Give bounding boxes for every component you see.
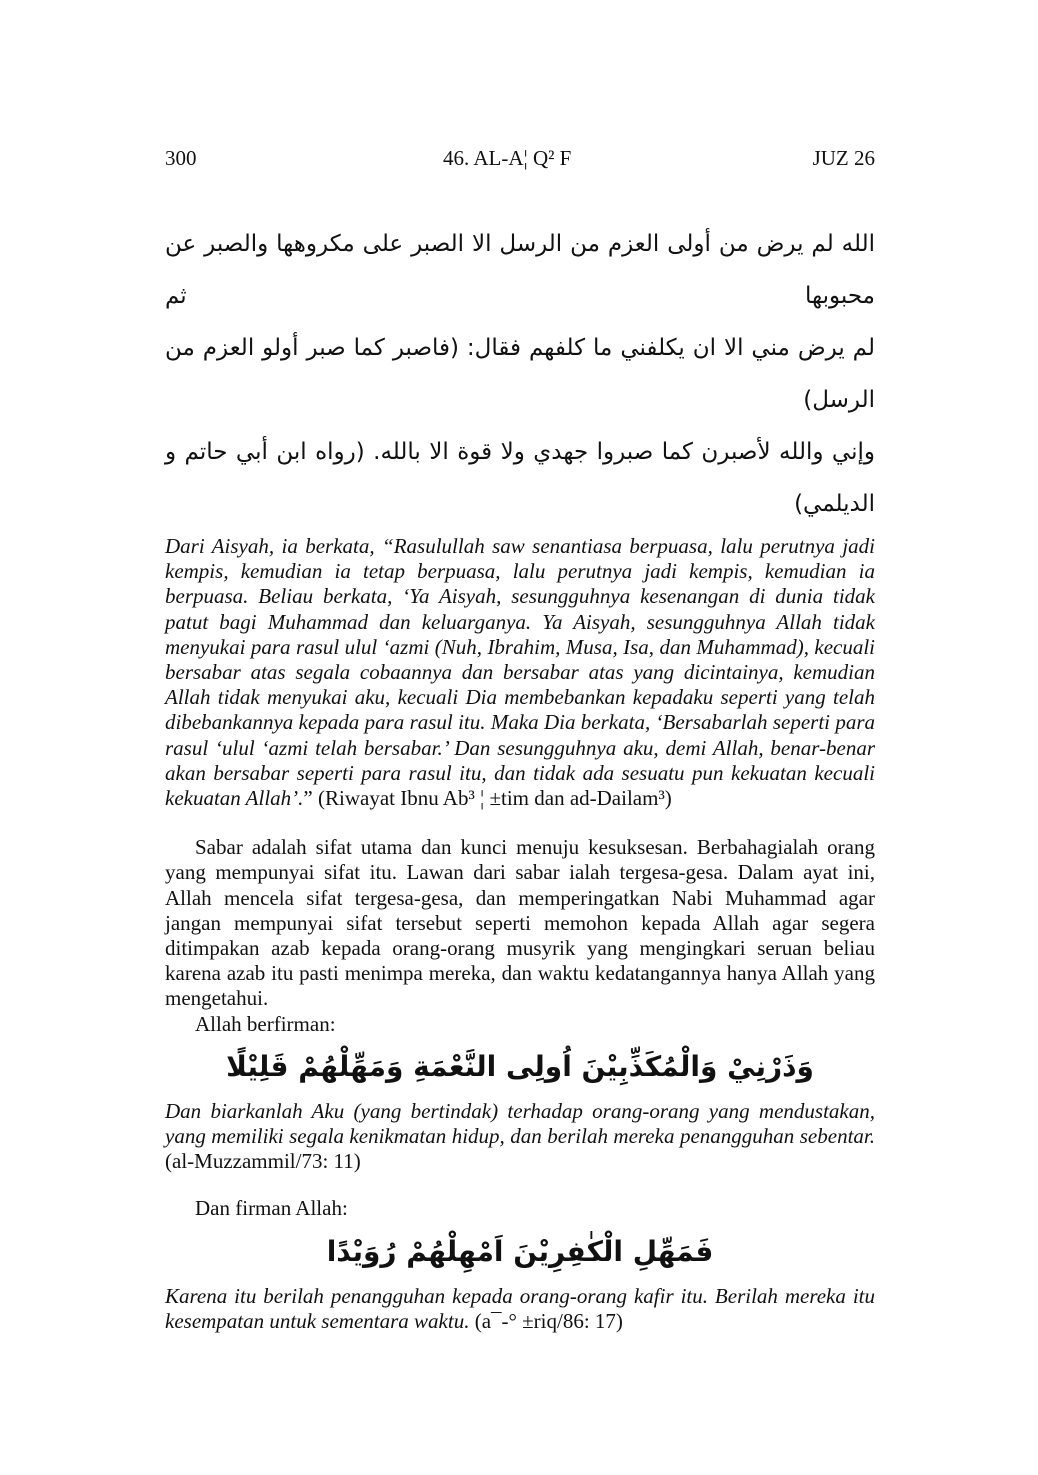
page-header [165, 146, 875, 172]
verse-intro-2: Dan firman Allah: [195, 1196, 348, 1221]
verse-translation-1 [165, 1099, 875, 1175]
verse-translation-2 [165, 1284, 875, 1334]
body-paragraph: Sabar adalah sifat utama dan kunci menuju kesuksesan. Berbahagialah orang yang mempunyai sifat itu. Lawan dari sabar ialah tergesa-gesa. Dalam ayat ini, Allah mencela sifat tergesa-gesa, dan memperingatkan Nabi Muhammad agar jangan mempunyai sifat tersebut seperti memohon kepada Allah agar segera ditimpakan azab kepada orang-orang musyrik yang mengingkari seruan beliau karena azab itu pasti menimpa mereka, dan waktu kedatangannya hanya Allah yang mengetahui. [165, 835, 875, 1011]
quran-verse-1: وَذَرْنِيْ وَالْمُكَذِّبِيْنَ اُولِى النَّعْمَةِ وَمَهِّلْهُمْ قَلِيْلًا [226, 1049, 814, 1083]
arabic-line: وإني والله لأصبرن كما صبروا جهدي ولا قوة الا بالله. (رواه ابن أبي حاتم و الديلمي) [165, 439, 875, 517]
chapter-title: 46. AL-A¦ Q² F [443, 146, 572, 170]
verse-translation-2-text: Karena itu berilah penangguhan kepada orang-orang kafir itu. Berilah mereka itu kesempatan untuk sementara waktu. [165, 1283, 875, 1333]
hadith-translation-text: Dari Aisyah, ia berkata, “Rasulullah saw senantiasa berpuasa, lalu perutnya jadi kempis, kemudian ia tetap berpuasa, lalu perutnya jadi kempis, kemudian ia berpuasa. Beliau berkata, ‘Ya Aisyah, sesungguhnya kesenangan di dunia tidak patut bagi Muhammad dan keluarganya. Ya Aisyah, sesungguhnya Allah tidak menyukai para rasul ulul ‘azmi (Nuh, Ibrahim, Musa, Isa, dan Muhammad), kecuali bersabar atas segala cobaannya dan bersabar atas yang dicintainya, kemudian Allah tidak menyukai aku, kecuali Dia membebankan kepadaku seperti yang telah dibebankannya kepada para rasul itu. Maka Dia berkata, ‘Bersabarlah seperti para rasul ‘ulul ‘azmi telah bersabar.’ Dan sesungguhnya aku, demi Allah, benar-benar akan bersabar seperti para rasul itu, dan tidak ada sesuatu pun kekuatan kecuali kekuatan Allah’. [165, 534, 875, 811]
arabic-line: الله لم يرض من أولى العزم من الرسل الا الصبر على مكروهها والصبر عن محبوبها ثم [165, 231, 875, 309]
page-column [165, 0, 875, 1334]
hadith-translation [165, 534, 875, 811]
verse-intro-1: Allah berfirman: [195, 1011, 336, 1036]
page-number: 300 [165, 146, 197, 170]
verse-source-1: (al-Muzzammil/73: 11) [165, 1149, 361, 1174]
arabic-line: لم يرض مني الا ان يكلفني ما كلفهم فقال: (فاصبر كما صبر أولو العزم من الرسل) [165, 335, 875, 413]
juz-label: JUZ 26 [812, 146, 875, 170]
verse-translation-1-text: Dan biarkanlah Aku (yang bertindak) terhadap orang-orang yang mendustakan, yang memiliki segala kenikmatan hidup, dan berilah mereka penangguhan sebentar. [165, 1098, 875, 1149]
hadith-source: ” (Riwayat Ibnu Ab³ ¦ ±tim dan ad-Dailam³) [303, 786, 672, 811]
hadith-arabic [165, 218, 875, 530]
verse-source-2: (a¯-° ±riq/86: 17) [469, 1308, 623, 1333]
quran-verse-2: فَمَهِّلِ الْكٰفِرِيْنَ اَمْهِلْهُمْ رُوَيْدًا [326, 1234, 714, 1268]
